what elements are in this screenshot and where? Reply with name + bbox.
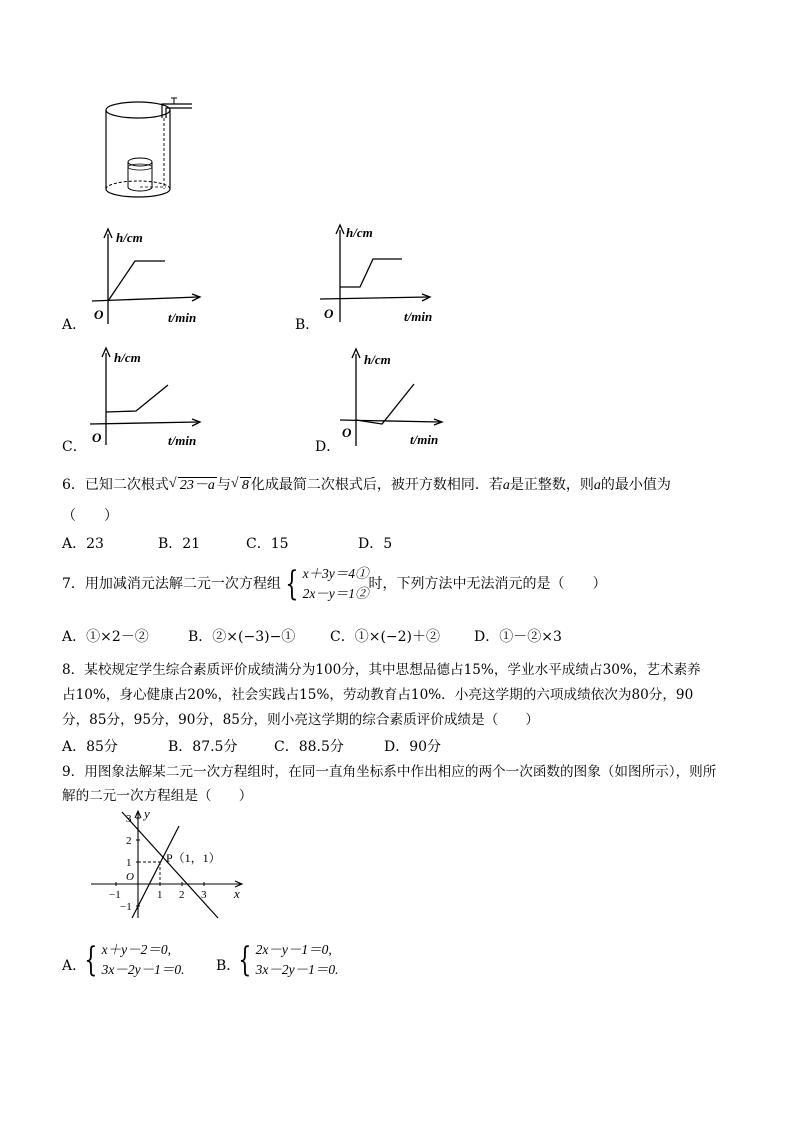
q8-option-d: D．90分 — [384, 739, 442, 755]
q7-text-a: 用加减消元法解二元一次方程组 — [84, 576, 281, 592]
q8-option-a: A．85分 — [62, 739, 118, 755]
q7-option-d: D．①－②×3 — [474, 629, 562, 645]
graph-a-ylabel: h/cm — [116, 230, 143, 245]
graph-c-xlabel: t/min — [168, 433, 197, 448]
q7-option-c: C．①×(−2)＋② — [330, 629, 441, 645]
graph-b-origin: O — [324, 306, 334, 321]
graph-option-d — [338, 346, 453, 450]
q6-radical-1: √ 23－a — [168, 476, 215, 493]
q7-option-b: B．②×(−3)−① — [188, 629, 296, 645]
q9-coordinate-graph — [86, 808, 256, 920]
q9-option-b-system: { 2x－y－1＝0, 3x－2y－1＝0. — [238, 940, 339, 980]
q6-text-a: 已知二次根式 — [84, 477, 169, 493]
q9-line-2: 解的二元一次方程组是（ ） — [62, 788, 253, 804]
q9-option-b-eq1: 2x－y－1＝0, — [255, 942, 332, 957]
question-6 — [62, 475, 671, 496]
q6-answer-paren: （ ） — [62, 508, 118, 524]
graph-b-xlabel: t/min — [404, 309, 433, 324]
q9-ytick-2: 2 — [126, 835, 132, 847]
q9-xtick-2: 2 — [179, 889, 185, 901]
q9-option-a-eq2: 3x－2y－1＝0. — [101, 962, 185, 977]
q6-number: 6． — [62, 477, 85, 493]
q9-xtick-3: 3 — [201, 889, 207, 901]
option-d-label: D． — [315, 439, 341, 455]
graph-d-ylabel: h/cm — [364, 352, 391, 367]
q7-text-b: 时，下列方法中无法消元的是（ ） — [368, 576, 607, 592]
q9-ytick-neg1: −1 — [120, 901, 132, 913]
q9-ytick-3: 3 — [126, 813, 132, 825]
graph-option-c — [88, 345, 210, 450]
q9-option-b-eq2: 3x－2y－1＝0. — [255, 962, 339, 977]
q8-line-1: 8．某校规定学生综合素质评价成绩满分为100分，其中思想品德占15%，学业水平成绩占30%，艺术素养 — [62, 662, 701, 678]
graph-c-origin: O — [92, 430, 102, 445]
graph-option-b — [318, 222, 443, 330]
q6-radicand-2: 8 — [241, 478, 249, 493]
q9-option-a-eq1: x＋y－2＝0, — [101, 942, 171, 957]
q6-radical-2: √ 8 — [230, 476, 249, 493]
graph-a-origin: O — [94, 307, 104, 322]
q9-xtick-neg1: −1 — [109, 889, 121, 901]
question-7 — [62, 562, 607, 606]
q7-eq1: x＋3y＝4① — [302, 566, 369, 581]
q9-line-1: 9．用图象法解某二元一次方程组时，在同一直角坐标系中作出相应的两个一次函数的图象（如图所示），则所 — [62, 764, 717, 780]
q6-text-d: 是正整数，则 — [509, 477, 594, 493]
q8-option-b: B．87.5分 — [168, 739, 238, 755]
q7-number: 7． — [62, 576, 85, 592]
graph-b-ylabel: h/cm — [346, 225, 373, 240]
q9-option-a-system: { x＋y－2＝0, 3x－2y－1＝0. — [84, 940, 185, 980]
q9-xtick-1: 1 — [157, 889, 163, 901]
q7-eq2: 2x－y＝1② — [302, 586, 369, 601]
q8-line-2: 占10%，身心健康占20%，社会实践占15%，劳动教育占10%．小亮这学期的六项成绩依次为80分，90 — [62, 687, 694, 703]
q9-ytick-1: 1 — [126, 857, 132, 869]
q6-var-a2: a — [593, 478, 601, 493]
q6-option-c: C．15 — [246, 536, 289, 552]
q6-radicand-1: 23－a — [179, 478, 215, 493]
q9-x-axis-label: x — [234, 886, 240, 901]
q9-option-b-letter: B． — [216, 958, 241, 974]
option-a-label: A． — [62, 317, 87, 333]
option-b-label: B． — [295, 317, 320, 333]
q6-option-d: D．5 — [358, 536, 393, 552]
q7-option-a: A．①×2－② — [62, 629, 149, 645]
q6-text-c: 化成最简二次根式后，被开方数相同．若 — [250, 477, 503, 493]
q6-text-b: 与 — [216, 477, 231, 493]
q7-equation-system: { x＋3y＝4① 2x－y＝1② — [285, 564, 369, 604]
graph-option-a — [90, 224, 210, 329]
q6-text-e: 的最小值为 — [600, 477, 671, 493]
q6-option-b: B．21 — [158, 536, 201, 552]
graph-c-ylabel: h/cm — [114, 350, 141, 365]
graph-d-origin: O — [342, 425, 352, 440]
cylinder-figure — [100, 92, 200, 204]
q9-point-label: P（1，1） — [166, 851, 221, 865]
q6-option-a: A．23 — [62, 536, 104, 552]
graph-d-xlabel: t/min — [410, 432, 439, 447]
q9-option-a-letter: A． — [62, 958, 87, 974]
q8-option-c: C．88.5分 — [274, 739, 344, 755]
q9-origin-label: O — [126, 871, 134, 883]
q6-var-a: a — [502, 478, 510, 493]
option-c-label: C． — [62, 439, 87, 455]
q9-y-axis-label: y — [144, 808, 150, 821]
graph-a-xlabel: t/min — [168, 310, 197, 325]
q8-line-3: 分，85分，95分，90分，85分，则小亮这学期的综合素质评价成绩是（ ） — [62, 712, 540, 728]
